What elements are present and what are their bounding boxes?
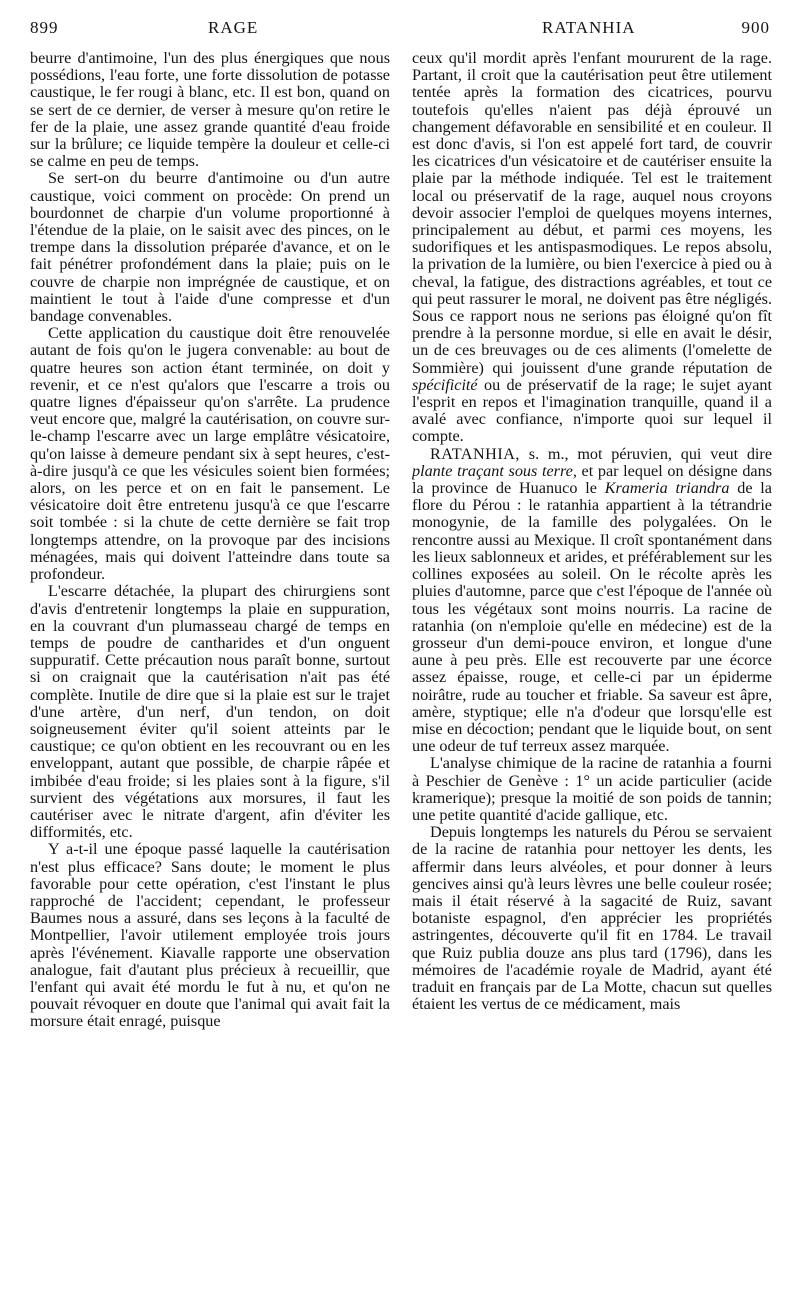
text-run: de la flore du Pérou : le ratanhia appartient à la tétrandrie monogynie, de la famille des polygalées. On le rencontre aussi au Mexique. Il croît spontanément dans les lieux sablonneux et arides, et préférablement sur les collines exposées au soleil. On le récolte après les pluies d'automne, parce que c'est l'époque de l'année où tous les végétaux sont moins nourris. La racine de ratanhia (on n'emploie qu'elle en médecine) est de la grosseur d'un demi-pouce environ, et longue d'une aune à peu près. Elle est recouverte par une écorce assez épaisse, rouge, et celle-ci par un épiderme noirâtre, rude au toucher et friable. Sa saveur est âpre, amère, styptique; elle n'a d'odeur que lorsqu'elle est mise en décoction; pendant que le liquide bout, on sent une odeur de tuf terreux assez marquée. [412, 479, 772, 756]
left-running-title: RAGE [208, 18, 259, 37]
italic-term: spécificité [412, 375, 478, 394]
text-run: ou de préservatif de la rage; le sujet ayant l'esprit en repos et l'imagination tranquille, quand il a avalé avec confiance, n'importe quoi sur lequel il compte. [412, 375, 772, 446]
paragraph: beurre d'antimoine, l'un des plus énergiques que nous possédions, l'eau forte, une forte dissolution de potasse caustique, le fer rougi à blanc, etc. Il est bon, quand on se sert de ce dernier, de verser à mesure qu'on retire le fer de la plaie, une assez grande quantité d'eau froide sur la brûlure; ce liquide tempère la douleur et celle-ci se calme en peu de temps. [30, 50, 390, 171]
paragraph: L'analyse chimique de la racine de ratanhia a fourni à Peschier de Genève : 1° un acide particulier (acide kramerique); presque la moitié de son poids de tannin; une petite quantité d'acide gallique, etc. [412, 754, 772, 824]
italic-term: plante traçant sous terre, [412, 461, 577, 480]
left-page-number: 899 [30, 18, 59, 37]
right-running-title: RATANHIA [542, 18, 636, 37]
entry-ratanhia [412, 446, 772, 756]
paragraph: L'escarre détachée, la plupart des chirurgiens sont d'avis d'entretenir longtemps la plaie en suppuration, en la couvrant d'un plumasseau chargé de temps en temps de poudre de cantharides et d'un onguent suppuratif. Cette précaution nous paraît bonne, surtout si on craignait que la cautérisation n'ait pas été complète. Inutile de dire que si la plaie est sur le trajet d'une artère, d'un nerf, d'un tendon, on doit soigneusement éviter qu'il soient atteints par le caustique; ce qu'on obtient en les recouvrant ou en les enveloppant, autant que possible, de charpie râpée et imbibée d'eau froide; si les plaies sont à la figure, s'il survient des végétations aux morsures, il faut les cautériser avec le nitrate d'argent, afin d'éviter les difformités, etc. [30, 582, 390, 842]
paragraph: Depuis longtemps les naturels du Pérou se servaient de la racine de ratanhia pour nettoyer les dents, les affermir dans leurs alvéoles, et pour donner à leurs gencives ainsi qu'à leurs lèvres une belle couleur rosée; mais il était réservé à la sagacité de Ruiz, savant botaniste espagnol, d'en apprécier les propriétés astringentes, découverte qu'il fit en 1784. Le travail que Ruiz publia douze ans plus tard (1796), dans les mémoires de l'académie royale de Madrid, ayant été traduit en français par de La Motte, chacun sut quelles étaient les vertus de ce médicament, mais [412, 823, 772, 1014]
paragraph [412, 50, 772, 446]
right-page-number: 900 [741, 18, 770, 37]
running-header [30, 18, 770, 42]
right-column [412, 50, 772, 1308]
text-run: s. m., mot péruvien, qui veut dire [528, 444, 772, 463]
paragraph: Cette application du caustique doit être renouvelée autant de fois qu'on le jugera convenable: au bout de quatre heures son action étant terminée, on doit y revenir, et ce n'est qu'alors que l'escarre a trois ou quatre lignes d'épaisseur qu'on s'arrête. La prudence veut encore que, malgré la cautérisation, on couvre sur-le-champ l'escarre avec un large emplâtre vésicatoire, qu'on laisse à demeure pendant six à sept heures, c'est-à-dire jusqu'à ce que les vésicules soient bien formées; alors, on les perce et on en fait le pansement. Le vésicatoire doit être entretenu jusqu'à ce que l'escarre soit tombée : si la chute de cette dernière se fait trop longtemps attendre, on la provoque par des incisions ménagées, mais qui doivent l'atteindre dans toute sa profondeur. [30, 324, 390, 584]
text-run: et par lequel on désigne dans la province de Huanuco le [412, 461, 772, 498]
paragraph: Y a-t-il une époque passé laquelle la cautérisation n'est plus efficace? Sans doute; le moment le plus favorable pour cette opération, c'est l'instant le plus rapproché de l'accident; cependant, le professeur Baumes nous a assuré, dans ses leçons à la faculté de Montpellier, l'avoir utilement employée trois jours après l'événement. Kiavalle rapporte une observation analogue, fait d'autant plus précieux à recueillir, que l'enfant qui avait été mordu le fut à nu, et qu'on ne pouvait révoquer en doute que l'animal qui avait fait la morsure était enragé, puisque [30, 840, 390, 1031]
left-column [30, 50, 390, 1308]
italic-term: Krameria triandra [604, 479, 730, 498]
entry-headword: RATANHIA, [430, 444, 520, 463]
text-run: ceux qu'il mordit après l'enfant moururent de la rage. Partant, il croit que la cautérisation peut être utilement tentée après la formation des cicatrices, pourvu toutefois qu'elles n'aient pas déjà éprouvé un changement défavorable en sensibilité et en couleur. Il est donc d'avis, si l'on est appelé fort tard, de couvrir les cicatrices d'un vésicatoire et de cautériser ensuite la plaie par la méthode indiquée. Tel est le traitement local ou préservatif de la rage, auquel nous croyons devoir associer l'emploi de quelques moyens internes, principalement au début, et parmi ces moyens, les sudorifiques et les antispasmodiques. Le repos absolu, la privation de la lumière, ou bien l'exercice à pied ou à cheval, la fatigue, des distractions agréables, et tout ce qui peut rassurer le moral, ne doivent pas être négligés. Sous ce rapport nous ne serions pas éloigné qu'on fît prendre à la personne mordue, si elle en avait le désir, un de ces breuvages ou de ces aliments (l'omelette de Sommière) qui jouissent d'une grande réputation de [412, 50, 772, 377]
paragraph: Se sert-on du beurre d'antimoine ou d'un autre caustique, voici comment on procède: On prend un bourdonnet de charpie d'un volume proportionné à l'étendue de la plaie, on le saisit avec des pinces, on le trempe dans la dissolution préparée d'avance, et on le fait pénétrer profondément dans la plaie; puis on le couvre de charpie non imprégnée de caustique, et on maintient le tout à l'aide d'une compresse et d'un bandage convenables. [30, 169, 390, 326]
